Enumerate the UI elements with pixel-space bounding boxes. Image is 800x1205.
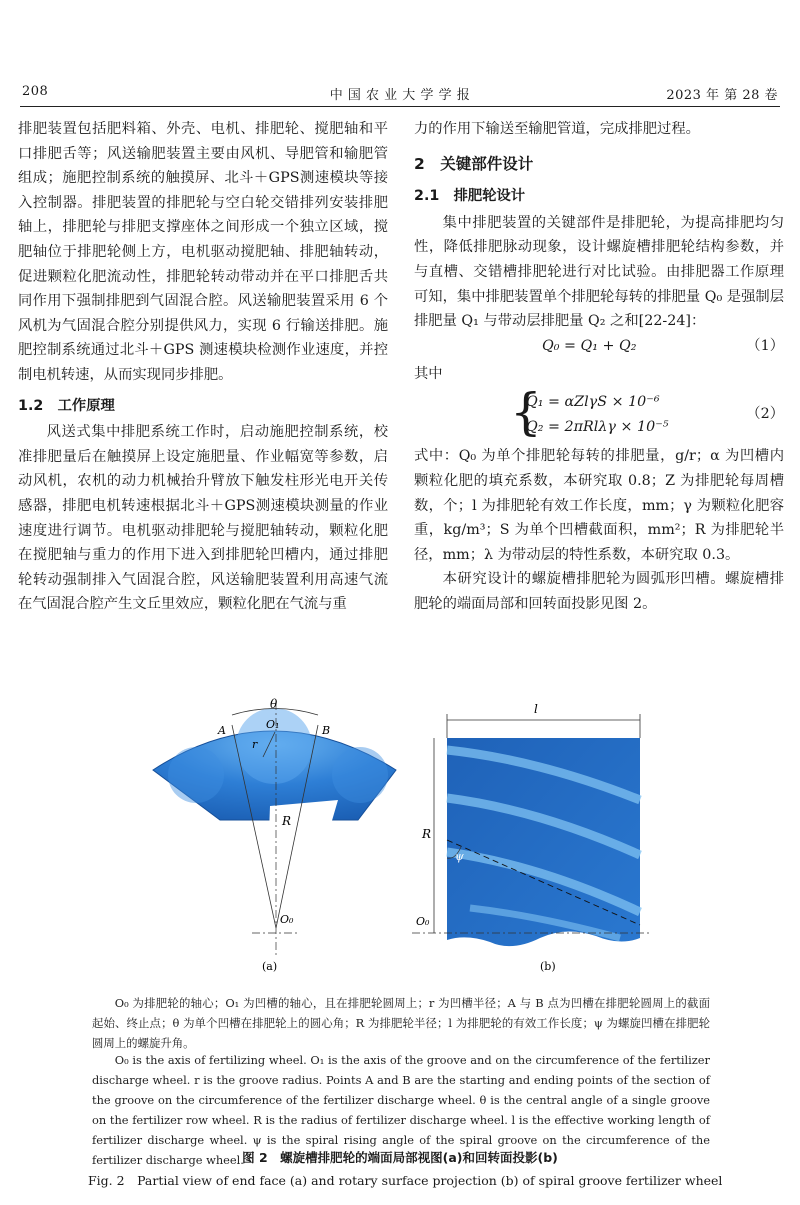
rotary-surface-view <box>412 702 652 973</box>
paragraph: 本研究设计的螺旋槽排肥轮为圆弧形凹槽。螺旋槽排肥轮的端面局部和回转面投影见图 2。 <box>414 571 784 612</box>
subsection-heading: 1.2 工作原理 <box>18 397 115 414</box>
figure-title-zh: 图 2 螺旋槽排肥轮的端面局部视图(a)和回转面投影(b) <box>242 1150 558 1165</box>
paragraph: 力的作用下输送至输肥管道，完成排肥过程。 <box>414 121 700 137</box>
caption-notes-zh <box>92 993 710 1053</box>
section-heading: 2 关键部件设计 <box>414 154 534 173</box>
label-l: l <box>534 702 538 716</box>
paragraph: 排肥装置包括肥料箱、外壳、电机、排肥轮、搅肥轴和平口排肥舌等；风送输肥装置主要由风机、导肥管和输肥管组成；施肥控制系统的触摸屏、北斗＋GPS测速模块等接入控制器。排肥装置的排肥轮与空白轮交错排列安装排肥轴上，排肥轮与排肥支撑座体之间形成一个独立区域，搅肥轴位于排肥轮侧上方，电机驱动搅肥轴、排肥轴转动，促进颗粒化肥流动性，排肥轮转动带动并在平口排肥舌共同作用下强制排肥到气固混合腔。风送输肥装置采用 6 个风机为气固混合腔分别提供风力，实现 6 行输送排肥。施肥控制系统通过北斗＋GPS 测速模块检测作业速度，并控制电机转速，从而实现同步排肥。 <box>18 121 388 383</box>
label-B: B <box>322 724 331 737</box>
caption-text: O₀ 为排肥轮的轴心；O₁ 为凹槽的轴心，且在排肥轮圆周上；r 为凹槽半径；A 与 B 点为凹槽在排肥轮圆周上的截面起始、终止点；θ 为单个凹槽在排肥轮上的圆心角；R 为排肥轮半径；l 为排肥轮的有效工作长度；ψ 为螺旋凹槽在排肥轮圆周上的螺旋升角。 <box>92 996 710 1050</box>
subfig-label-b: (b) <box>540 960 556 973</box>
label-psi: ψ <box>455 850 464 863</box>
journal-name: 中 国 农 业 大 学 学 报 <box>329 88 471 103</box>
equation-number: （1） <box>746 337 784 354</box>
label-O0-b: O₀ <box>416 915 430 928</box>
label-R-b: R <box>422 827 432 841</box>
subfig-label-a: (a) <box>262 960 278 973</box>
cutaway <box>268 800 338 860</box>
paragraph: 风送式集中排肥系统工作时，启动施肥控制系统，校准排肥量后在触摸屏上设定施肥量、作业幅宽等参数，启动风机，农机的动力机械抬升臂放下触发柱形光电开关传感器，排肥电机转速根据北斗＋GPS测速模块测量的作业速度进行调节。电机驱动排肥轮与搅肥轴转动，颗粒化肥在搅肥轴与重力的作用下进入到排肥轮凹槽内，通过排肥轮转动强制排入气固混合腔，风送输肥装置利用高速气流在气固混合腔产生文丘里效应，颗粒化肥在气流与重 <box>18 424 388 613</box>
caption-text: O₀ is the axis of fertilizing wheel. O₁ is the axis of the groove and on the circumference of the fertilizer discharge wheel. r is the groove radius. Points A and B are the starting and ending points of the section of the groove on the circumference of the fertilizer discharge wheel. θ is the central angle of a single groove on the fertilizer row wheel. R is the radius of fertilizer discharge wheel. l is the effective working length of fertilizer discharge wheel. ψ is the spiral rising angle of the spiral groove on the circumference of the fertilizer discharge wheel. <box>92 1053 710 1167</box>
paragraph: 集中排肥装置的关键部件是排肥轮，为提高排肥均匀性，降低排肥脉动现象，设计螺旋槽排肥轮结构参数，并与直槽、交错槽排肥轮进行对比试验。由排肥器工作原理可知，集中排肥装置单个排肥轮每转的排肥量 Q₀ 是强制层排肥量 Q₁ 与带动层排肥量 Q₂ 之和[22-24]： <box>414 214 784 330</box>
label-O1: O₁ <box>266 718 280 731</box>
label-O0: O₀ <box>280 913 294 926</box>
equation-line: Q₁ = αZlγS × 10⁻⁶ <box>526 394 660 411</box>
left-column <box>18 117 388 617</box>
end-face-view <box>153 697 396 973</box>
equation-1 <box>414 334 784 362</box>
groove-circle <box>332 747 388 803</box>
figure-2 <box>0 680 800 990</box>
equation-line: Q₂ = 2πRlλγ × 10⁻⁵ <box>526 419 669 436</box>
brace: { <box>510 383 542 442</box>
label-A: A <box>218 724 226 737</box>
equation-number: （2） <box>746 406 784 423</box>
journal-volume: 2023 年 第 28 卷 <box>666 88 778 103</box>
subsection-heading: 2.1 排肥轮设计 <box>414 188 526 205</box>
paragraph: 式中：Q₀ 为单个排肥轮每转的排肥量，g/r；α 为凹槽内颗粒化肥的填充系数，本研究取 0.8；Z 为排肥轮每周槽数，个；l 为排肥轮有效工作长度，mm；γ 为颗粒化肥容重，kg/m³；S 为单个凹槽截面积，mm²；R 为排肥轮半径，mm；λ 为带动层的特性系数，本研究取 0.3。 <box>414 448 784 563</box>
figure-title-en: Fig. 2 Partial view of end face (a) and rotary surface projection (b) of spiral groove fertilizer wheel <box>88 1173 723 1188</box>
equation-2 <box>414 383 784 444</box>
page-number: 208 <box>22 84 49 99</box>
label-r: r <box>252 738 258 751</box>
header-rule <box>20 106 780 107</box>
label-R: R <box>282 814 292 828</box>
groove-circle <box>168 747 224 803</box>
where-label: 其中 <box>414 365 443 382</box>
equation-body: Q₀ = Q₁ + Q₂ <box>542 337 637 354</box>
label-theta: θ <box>270 697 278 711</box>
right-column <box>414 117 784 617</box>
